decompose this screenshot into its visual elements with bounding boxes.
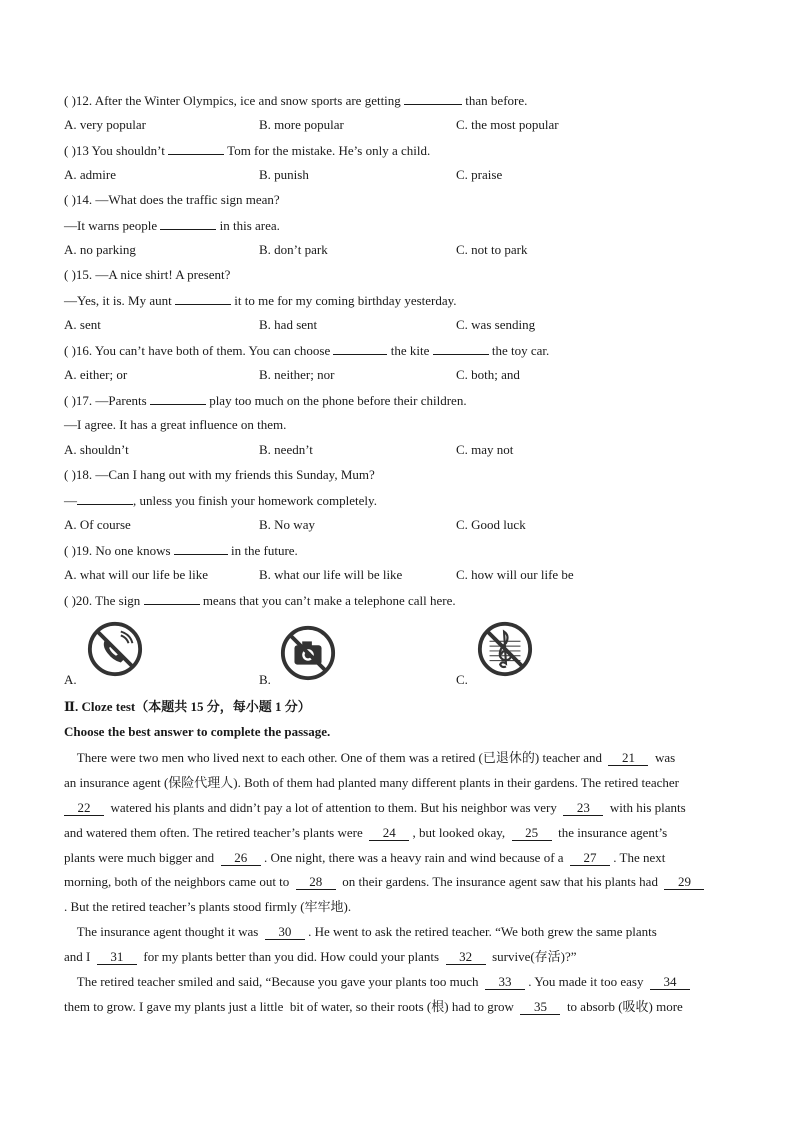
- cloze-line: [64, 750, 730, 766]
- option-c[interactable]: C. was sending: [456, 317, 536, 332]
- option-c[interactable]: C. the most popular: [456, 117, 559, 132]
- cloze-blank-25[interactable]: 25: [512, 826, 552, 841]
- option-b[interactable]: B. No way: [259, 517, 315, 532]
- cloze-text: and I: [64, 949, 97, 964]
- option-a[interactable]: A. sent: [64, 317, 101, 332]
- cloze-line-text: [64, 850, 665, 866]
- answer-blank[interactable]: [174, 542, 228, 555]
- cloze-line-text: [64, 974, 690, 990]
- cloze-blank-21[interactable]: 21: [608, 751, 648, 766]
- cloze-line: [64, 899, 730, 915]
- cloze-blank-27[interactable]: 27: [570, 851, 610, 866]
- cloze-line-text: [64, 899, 351, 914]
- question-stem-cont: in this area.: [219, 218, 280, 233]
- option-c[interactable]: C. praise: [456, 167, 503, 182]
- answer-blank[interactable]: [144, 592, 200, 605]
- cloze-blank-30[interactable]: 30: [265, 925, 305, 940]
- option-c[interactable]: C. both; and: [456, 367, 520, 382]
- cloze-text: plants were much bigger and: [64, 850, 221, 865]
- cloze-text: for my plants better than you did. How could your plants: [136, 949, 446, 964]
- option-a[interactable]: A.: [64, 672, 77, 687]
- cloze-line-text: [64, 825, 667, 841]
- cloze-text: morning, both of the neighbors came out to: [64, 874, 296, 889]
- cloze-text: The retired teacher smiled and said, “Because you gave your plants too much: [64, 974, 486, 989]
- question-stem: ( )19. No one knows: [64, 543, 171, 558]
- option-a[interactable]: A. Of course: [64, 517, 131, 532]
- cloze-blank-35[interactable]: 35: [520, 1000, 560, 1015]
- cloze-line-text: [64, 949, 577, 964]
- cloze-text: to absorb (吸收) more: [560, 999, 683, 1014]
- question-14: ( )14. —What does the traffic sign mean?: [64, 192, 280, 207]
- option-a[interactable]: A. no parking: [64, 242, 136, 257]
- cloze-blank-32[interactable]: 32: [446, 950, 486, 965]
- cloze-text: the insurance agent’s: [551, 825, 668, 840]
- answer-blank[interactable]: [404, 92, 462, 105]
- question-stem-cont: the kite: [390, 343, 430, 358]
- cloze-text: watered his plants and didn’t pay a lot of attention to them. But his neighbor was very: [104, 800, 564, 815]
- question-stem-cont: the toy car.: [491, 343, 550, 358]
- question-17: [64, 392, 467, 409]
- section-heading: Ⅱ. Cloze test（本题共 15 分，每小题 1 分）: [64, 699, 311, 714]
- question-16: [64, 342, 549, 359]
- cloze-text: . You made it too easy: [525, 974, 650, 989]
- cloze-line: [64, 775, 730, 791]
- no-camera-icon: [279, 624, 337, 682]
- cloze-blank-33[interactable]: 33: [485, 975, 525, 990]
- question-14-line2: [64, 217, 280, 234]
- cloze-text: with his plants: [603, 800, 686, 815]
- cloze-text: and watered them often. The retired teacher’s plants were: [64, 825, 370, 840]
- question-stem: ( )20. The sign: [64, 593, 141, 608]
- cloze-blank-23[interactable]: 23: [563, 801, 603, 816]
- cloze-text: , but looked okay,: [409, 825, 512, 840]
- option-c[interactable]: C. may not: [456, 442, 514, 457]
- answer-blank[interactable]: [160, 217, 216, 230]
- question-stem: ( )12. After the Winter Olympics, ice and snow sports are getting: [64, 93, 401, 108]
- question-stem: —It warns people: [64, 218, 158, 233]
- cloze-blank-22[interactable]: 22: [64, 801, 104, 816]
- cloze-line-text: [64, 924, 657, 940]
- option-b[interactable]: B. what our life will be like: [259, 567, 403, 582]
- cloze-line-text: [64, 800, 686, 816]
- cloze-text: on their gardens. The insurance agent saw that his plants had: [335, 874, 665, 889]
- answer-blank[interactable]: [433, 342, 489, 355]
- cloze-text: survive(存活)?”: [485, 949, 577, 964]
- option-b[interactable]: B.: [259, 672, 271, 687]
- option-a[interactable]: A. what will our life be like: [64, 567, 209, 582]
- cloze-text: The insurance agent thought it was: [64, 924, 265, 939]
- option-a[interactable]: A. very popular: [64, 117, 146, 132]
- cloze-text: . One night, there was a heavy rain and wind because of a: [260, 850, 571, 865]
- question-stem-cont: than before.: [465, 93, 528, 108]
- answer-blank[interactable]: [175, 292, 231, 305]
- cloze-line: [64, 874, 730, 890]
- question-stem-cont: it to me for my coming birthday yesterday.: [234, 293, 457, 308]
- answer-blank[interactable]: [150, 392, 206, 405]
- no-music-icon: [476, 620, 534, 678]
- question-stem-cont: play too much on the phone before their children.: [209, 393, 467, 408]
- cloze-text: an insurance agent (保险代理人). Both of them had planted many different plants in their gardens. The retired teacher: [64, 775, 680, 790]
- cloze-text: was: [648, 750, 676, 765]
- cloze-text: . He went to ask the retired teacher. “We both grew the same plants: [304, 924, 657, 939]
- question-stem: ( )13 You shouldn’t: [64, 143, 165, 158]
- option-b[interactable]: B. don’t park: [259, 242, 328, 257]
- question-19: [64, 542, 298, 559]
- cloze-line-text: [64, 999, 683, 1015]
- option-b[interactable]: B. punish: [259, 167, 309, 182]
- cloze-line: [64, 800, 730, 816]
- option-c[interactable]: C. how will our life be: [456, 567, 574, 582]
- option-b[interactable]: B. had sent: [259, 317, 318, 332]
- question-13: [64, 142, 430, 159]
- question-stem-cont: means that you can’t make a telephone call here.: [202, 593, 456, 608]
- question-12: [64, 92, 527, 109]
- cloze-blank-31[interactable]: 31: [97, 950, 137, 965]
- cloze-line: [64, 974, 730, 990]
- option-c[interactable]: C. not to park: [456, 242, 528, 257]
- cloze-line-text: [64, 874, 704, 890]
- cloze-text: . But the retired teacher’s plants stood firmly (牢牢地).: [64, 899, 352, 914]
- cloze-line-text: [64, 775, 679, 791]
- option-b[interactable]: B. neither; nor: [259, 367, 335, 382]
- option-b[interactable]: B. needn’t: [259, 442, 313, 457]
- question-17-line2: —I agree. It has a great influence on them.: [64, 417, 287, 432]
- question-20: [64, 592, 456, 609]
- option-a[interactable]: A. admire: [64, 167, 116, 182]
- question-stem-cont: , unless you finish your homework completely.: [133, 493, 377, 508]
- question-stem: ( )17. —Parents: [64, 393, 147, 408]
- question-15-line2: [64, 292, 457, 309]
- option-c[interactable]: C.: [456, 672, 468, 687]
- cloze-line: [64, 850, 730, 866]
- cloze-line: [64, 924, 730, 940]
- no-phone-icon: [86, 620, 144, 678]
- cloze-blank-24[interactable]: 24: [369, 826, 409, 841]
- question-stem-cont: Tom for the mistake. He’s only a child.: [227, 143, 431, 158]
- cloze-text: There were two men who lived next to each other. One of them was a retired (已退休的) teacher and: [64, 750, 609, 765]
- cloze-blank-28[interactable]: 28: [296, 875, 336, 890]
- answer-blank[interactable]: [77, 492, 133, 505]
- question-15: ( )15. —A nice shirt! A present?: [64, 267, 231, 282]
- cloze-blank-26[interactable]: 26: [221, 851, 261, 866]
- question-stem-cont: in the future.: [231, 543, 298, 558]
- answer-blank[interactable]: [168, 142, 224, 155]
- question-18-line2: [64, 492, 377, 509]
- question-18: ( )18. —Can I hang out with my friends this Sunday, Mum?: [64, 467, 375, 482]
- option-a[interactable]: A. shouldn’t: [64, 442, 129, 457]
- question-stem: ( )16. You can’t have both of them. You can choose: [64, 343, 331, 358]
- option-a[interactable]: A. either; or: [64, 367, 128, 382]
- cloze-line-text: [64, 750, 675, 766]
- cloze-blank-29[interactable]: 29: [664, 875, 704, 890]
- option-b[interactable]: B. more popular: [259, 117, 344, 132]
- section-instruction: Choose the best answer to complete the passage.: [64, 724, 331, 739]
- question-stem: —Yes, it is. My aunt: [64, 293, 172, 308]
- cloze-line: [64, 825, 730, 841]
- cloze-text: . The next: [610, 850, 666, 865]
- cloze-blank-34[interactable]: 34: [650, 975, 690, 990]
- question-stem: —: [64, 493, 77, 508]
- cloze-text: them to grow. I gave my plants just a little bit of water, so their roots (根) had to grow: [64, 999, 521, 1014]
- option-c[interactable]: C. Good luck: [456, 517, 526, 532]
- cloze-line: [64, 949, 730, 965]
- answer-blank[interactable]: [333, 342, 387, 355]
- cloze-line: [64, 999, 730, 1015]
